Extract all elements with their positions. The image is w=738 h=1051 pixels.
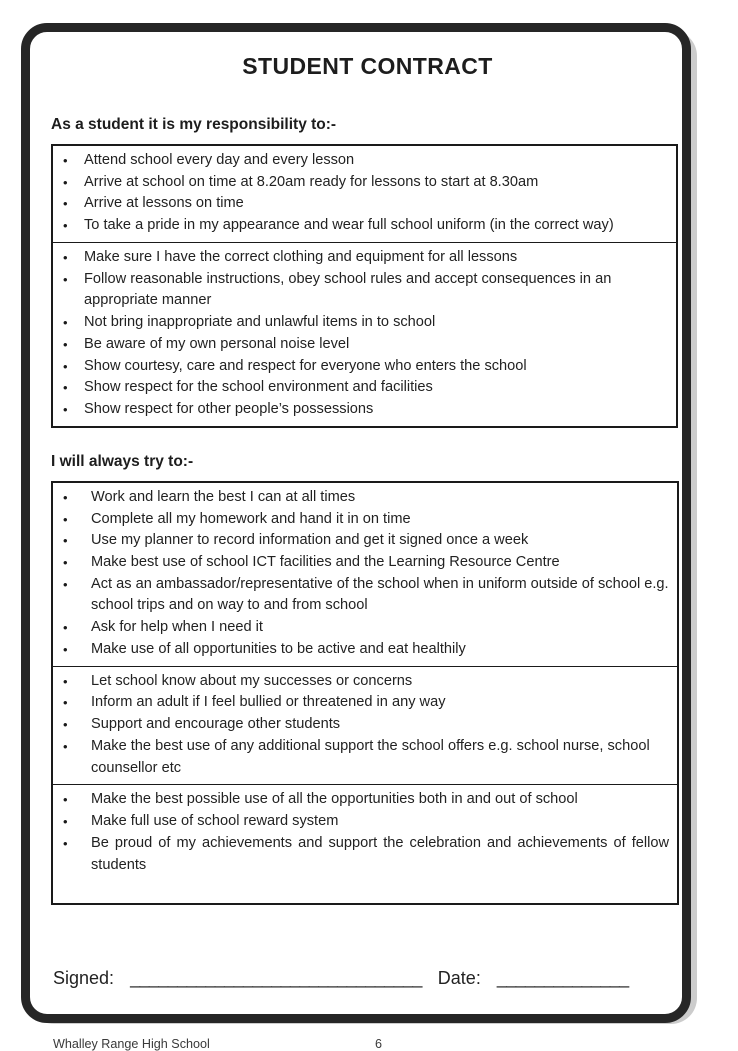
bullet-point-icon: • [63, 358, 68, 374]
bullet-point-icon: • [63, 695, 68, 711]
bullet-point-icon: • [63, 402, 68, 418]
signature-line[interactable]: _______________________________ [130, 968, 422, 989]
list-item: • Arrive at lessons on time [59, 193, 670, 215]
page-footer [51, 1037, 684, 1051]
section-heading-responsibility: As a student it is my responsibility to:- [51, 116, 337, 133]
list-item: • Complete all my homework and hand it in on time [59, 509, 671, 531]
footer-page-number: 6 [375, 1037, 383, 1051]
list-item: • Act as an ambassador/representative of the school when in uniform outside of school e.g. school trips and on way to and from school [59, 574, 671, 617]
list-item: • Let school know about my successes or concerns [59, 671, 671, 693]
list-item: • Make best use of school ICT facilities and the Learning Resource Centre [59, 552, 671, 574]
bullet-point-icon: • [63, 511, 68, 527]
date-label: Date: [437, 968, 481, 989]
bullet-point-icon: • [63, 380, 68, 396]
bullet-point-icon: • [63, 218, 68, 234]
list-item: • Be proud of my achievements and support the celebration and achievements of fellow students [59, 833, 671, 898]
contract-page [30, 32, 706, 1051]
bullet-block [53, 146, 676, 243]
bullet-point-icon: • [63, 620, 68, 636]
list-item: • Be aware of my own personal noise level [59, 334, 670, 356]
bullet-point-icon: • [63, 315, 68, 331]
bullet-point-icon: • [63, 555, 68, 571]
date-line[interactable]: ______________ [496, 968, 629, 989]
list-item: • Work and learn the best I can at all times [59, 487, 671, 509]
list-item: • Follow reasonable instructions, obey school rules and accept consequences in an appropriate manner [59, 269, 670, 312]
list-item: • Show respect for the school environment and facilities [59, 377, 670, 399]
list-item: • Attend school every day and every lesson [59, 150, 670, 172]
bullet-point-icon: • [63, 174, 68, 190]
bullet-block [53, 243, 676, 426]
list-item: • Use my planner to record information and get it signed once a week [59, 530, 671, 552]
bullet-point-icon: • [63, 153, 68, 168]
list-item: • Not bring inappropriate and unlawful items in to school [59, 312, 670, 334]
bullet-point-icon: • [63, 835, 68, 851]
bullet-point-icon: • [63, 814, 68, 830]
bullet-point-icon: • [63, 717, 68, 733]
bullet-block [53, 483, 677, 667]
bullet-point-icon: • [63, 673, 68, 689]
bullet-point-icon: • [63, 249, 68, 265]
bullet-block [53, 667, 677, 786]
bullet-block [53, 785, 677, 903]
list-item: • Arrive at school on time at 8.20am ready for lessons to start at 8.30am [59, 172, 670, 194]
list-item: • Make sure I have the correct clothing and equipment for all lessons [59, 247, 670, 269]
bullet-point-icon: • [63, 336, 68, 352]
section-heading-aspiration: I will always try to:- [51, 452, 194, 470]
list-item: • Inform an adult if I feel bullied or threatened in any way [59, 692, 671, 714]
responsibility-bullet-table [51, 144, 678, 428]
bullet-point-icon: • [63, 196, 68, 212]
list-item: • Make the best use of any additional support the school offers e.g. school nurse, school counsellor etc [59, 736, 671, 779]
list-item: • Show courtesy, care and respect for everyone who enters the school [59, 356, 670, 378]
bullet-point-icon: • [63, 792, 68, 808]
page-title: STUDENT CONTRACT [242, 53, 493, 79]
bullet-point-icon: • [63, 533, 68, 549]
list-item: • Show respect for other people’s possessions [59, 399, 670, 421]
list-item: • Support and encourage other students [59, 714, 671, 736]
bullet-point-icon: • [63, 271, 68, 287]
bullet-point-icon: • [63, 738, 68, 754]
list-item: • Make use of all opportunities to be active and eat healthily [59, 639, 671, 661]
bullet-point-icon: • [63, 641, 68, 657]
aspiration-bullet-table [51, 481, 679, 905]
footer-school-name: Whalley Range High School [53, 1037, 210, 1051]
bullet-point-icon: • [63, 576, 68, 592]
signature-area [51, 968, 684, 989]
list-item: • To take a pride in my appearance and wear full school uniform (in the correct way) [59, 215, 670, 237]
list-item: • Make full use of school reward system [59, 811, 671, 833]
signed-label: Signed: [53, 968, 115, 989]
bullet-point-icon: • [63, 489, 68, 505]
list-item: • Ask for help when I need it [59, 617, 671, 639]
list-item: • Make the best possible use of all the opportunities both in and out of school [59, 789, 671, 811]
